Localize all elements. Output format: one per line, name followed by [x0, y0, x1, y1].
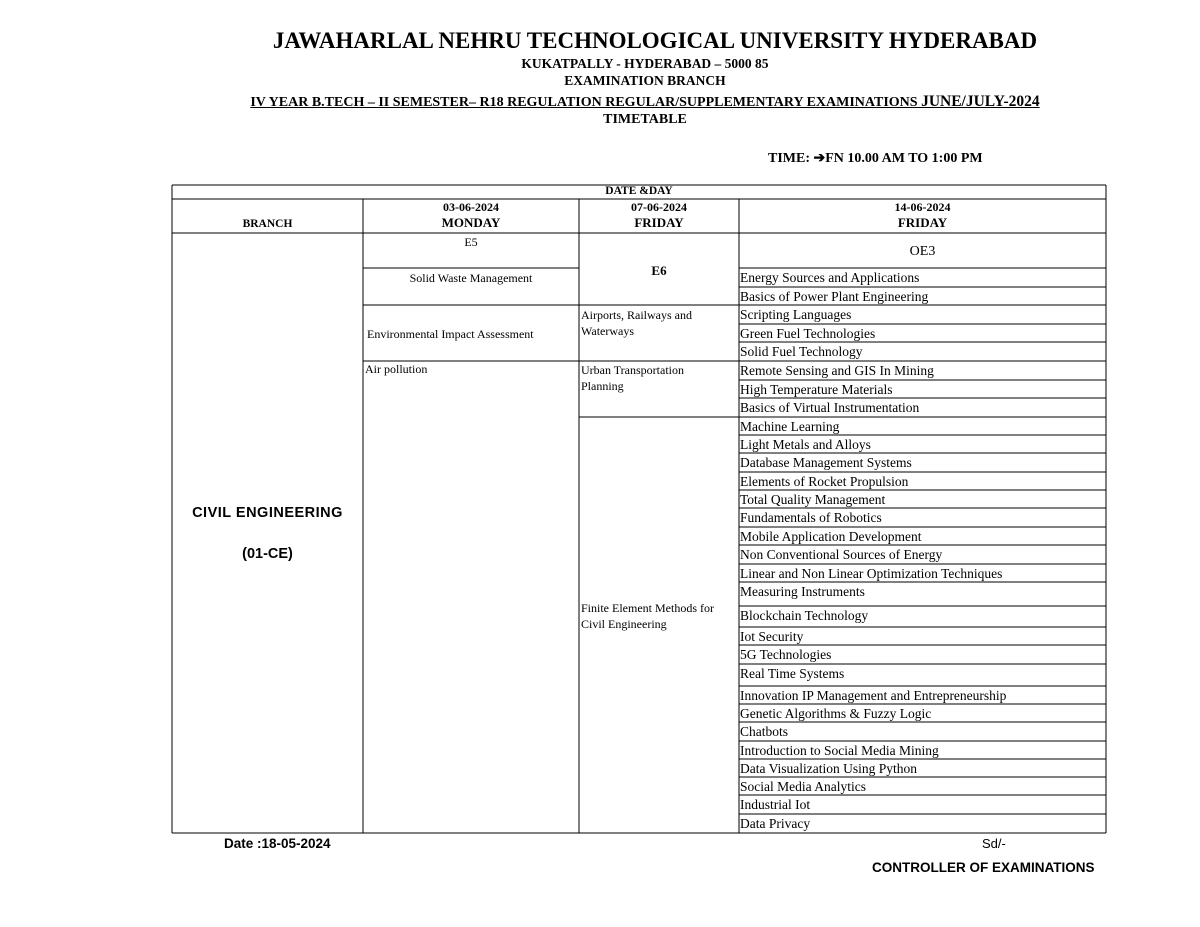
- col1-group-label: E5: [464, 235, 478, 249]
- col3-day: FRIDAY: [897, 215, 948, 230]
- timetable-heading: TIMETABLE: [603, 112, 687, 127]
- col3-subject: Machine Learning: [740, 419, 840, 434]
- col2-subject-3: Finite Element Methods for Civil Engineering: [581, 601, 714, 631]
- signature: Sd/-: [982, 836, 1006, 851]
- col1-day: MONDAY: [441, 215, 501, 230]
- col1-subject-2: Environmental Impact Assessment: [367, 327, 534, 341]
- col3-subject: Fundamentals of Robotics: [740, 510, 882, 525]
- col2-day: FRIDAY: [634, 215, 684, 230]
- col3-subject: Industrial Iot: [740, 797, 811, 812]
- col2-group-label: E6: [651, 263, 667, 278]
- col3-subject: Chatbots: [740, 724, 789, 739]
- examination-branch: EXAMINATION BRANCH: [564, 73, 726, 88]
- col3-subject: Data Visualization Using Python: [740, 761, 918, 776]
- col2-date: 07-06-2024: [631, 200, 687, 214]
- col3-subject: 5G Technologies: [740, 647, 832, 662]
- col3-subject: Real Time Systems: [740, 666, 845, 681]
- col1-subject-1: Solid Waste Management: [409, 271, 533, 285]
- col3-subject: Social Media Analytics: [740, 779, 866, 794]
- branch-code: (01-CE): [242, 546, 293, 562]
- col3-subject: Measuring Instruments: [740, 584, 865, 599]
- university-title: JAWAHARLAL NEHRU TECHNOLOGICAL UNIVERSITY HYDERABAD: [272, 28, 1038, 53]
- col2-subject-1: Airports, Railways and Waterways: [581, 308, 692, 338]
- arrow-icon: ➔: [813, 151, 826, 166]
- col3-subject: Genetic Algorithms & Fuzzy Logic: [740, 706, 932, 721]
- col3-subject: Blockchain Technology: [740, 608, 869, 623]
- col3-subject: Mobile Application Development: [740, 529, 922, 544]
- branch-header: BRANCH: [242, 218, 293, 230]
- col3-subject: Light Metals and Alloys: [740, 437, 871, 452]
- time-label: TIME:: [768, 151, 810, 166]
- col3-subject: Database Management Systems: [740, 455, 912, 470]
- col1-date: 03-06-2024: [443, 200, 499, 214]
- col3-subject: Elements of Rocket Propulsion: [740, 474, 909, 489]
- col1-subject-3: Air pollution: [365, 362, 428, 376]
- university-address: KUKATPALLY - HYDERABAD – 5000 85: [521, 56, 769, 71]
- col3-date: 14-06-2024: [894, 200, 951, 214]
- col3-subject: Energy Sources and Applications: [740, 270, 920, 285]
- col3-subject: Total Quality Management: [740, 492, 886, 507]
- issue-date: Date :18-05-2024: [224, 836, 331, 851]
- date-day-header: DATE &DAY: [605, 185, 673, 197]
- col3-subject: Innovation IP Management and Entrepreneurship: [740, 688, 1007, 703]
- col3-subject: Non Conventional Sources of Energy: [740, 547, 943, 562]
- col3-subject: High Temperature Materials: [740, 382, 893, 397]
- controller-signature: CONTROLLER OF EXAMINATIONS: [872, 860, 1095, 875]
- col3-subject: Iot Security: [740, 629, 804, 644]
- col3-subject: Scripting Languages: [740, 307, 852, 322]
- exam-title-text: IV YEAR B.TECH – II SEMESTER– R18 REGULATION REGULAR/SUPPLEMENTARY EXAMINATIONS: [250, 95, 918, 110]
- col3-subject: Green Fuel Technologies: [740, 326, 876, 341]
- col3-subject: Data Privacy: [740, 816, 811, 831]
- col3-subject: Introduction to Social Media Mining: [740, 743, 939, 758]
- col3-subject: Solid Fuel Technology: [740, 344, 863, 359]
- time-value: FN 10.00 AM TO 1:00 PM: [825, 151, 983, 166]
- col3-group-label: OE3: [909, 244, 936, 259]
- col3-subject: Remote Sensing and GIS In Mining: [740, 363, 934, 378]
- col3-subject: Basics of Power Plant Engineering: [740, 289, 929, 304]
- col3-subject: Linear and Non Linear Optimization Techniques: [740, 566, 1003, 581]
- exam-period: JUNE/JULY-2024: [921, 93, 1040, 110]
- col2-subject-2: Urban Transportation Planning: [581, 363, 684, 393]
- col3-subject: Basics of Virtual Instrumentation: [740, 400, 920, 415]
- branch-name: CIVIL ENGINEERING: [192, 505, 343, 521]
